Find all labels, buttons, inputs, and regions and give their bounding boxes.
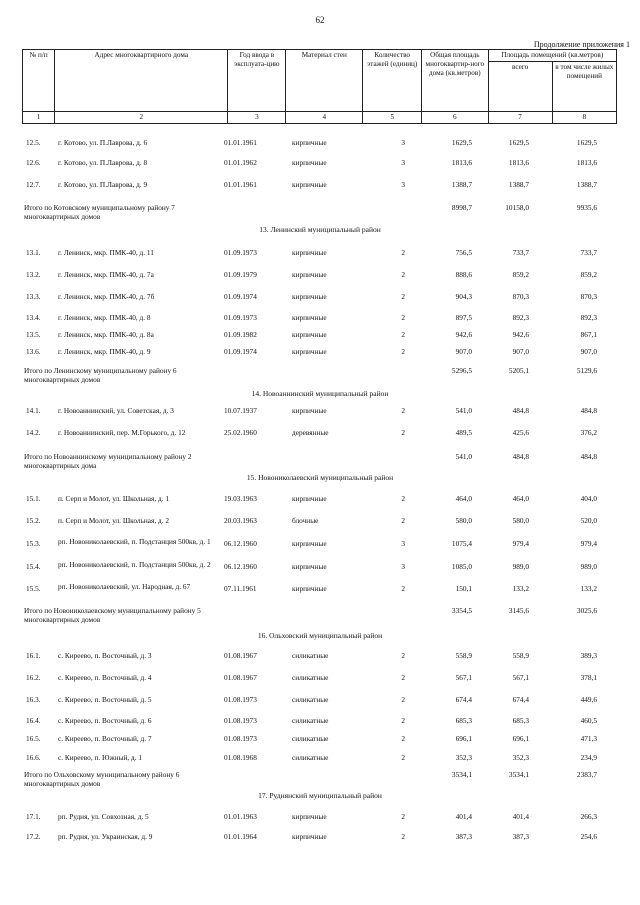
row-number: 17.2. <box>26 832 41 841</box>
row-number: 16.3. <box>26 695 41 704</box>
row-material: силикатные <box>292 734 329 743</box>
table-row <box>0 716 640 728</box>
row-material: силикатные <box>292 695 329 704</box>
total-living-area: 484,8 <box>580 452 597 461</box>
row-year: 01.09.1973 <box>224 248 257 257</box>
colnum-6: 6 <box>422 112 488 124</box>
total-area: 8998,7 <box>451 203 472 212</box>
row-total-area: 685,3 <box>455 716 472 725</box>
row-living-area: 266,3 <box>580 812 597 821</box>
table-row <box>0 734 640 746</box>
row-living-area: 1629,5 <box>576 138 597 147</box>
row-floors: 2 <box>401 494 405 503</box>
total-all-area: 5205,1 <box>508 366 529 375</box>
row-year: 01.09.1974 <box>224 292 257 301</box>
total-living-area: 9935,6 <box>576 203 597 212</box>
row-address: рп. Новониколаевский, ул. Народная, д. 67 <box>58 582 191 591</box>
total-row <box>0 366 640 384</box>
row-material: силикатные <box>292 673 329 682</box>
table-row <box>0 695 640 707</box>
row-total-area: 756,5 <box>455 248 472 257</box>
row-living-area: 733,7 <box>580 248 597 257</box>
header-year: Год ввода в эксплуата-цию <box>228 50 286 112</box>
table-row <box>0 812 640 824</box>
total-area: 5296,5 <box>451 366 472 375</box>
row-address: г. Ленинск, мкр. ПМК-40, д. 8 <box>58 313 151 322</box>
row-year: 06.12.1960 <box>224 562 257 571</box>
row-total-area: 541,0 <box>455 406 472 415</box>
row-address: г. Ленинск, мкр. ПМК-40, д. 11 <box>58 248 154 257</box>
total-area: 3354,5 <box>451 606 472 615</box>
colnum-7: 7 <box>488 112 552 124</box>
row-number: 16.5. <box>26 734 41 743</box>
row-address: г. Новоаннинский, пер. М.Горького, д. 12 <box>58 428 186 437</box>
row-living-area: 133,2 <box>580 584 597 593</box>
table-row <box>0 180 640 192</box>
row-material: деревянные <box>292 428 329 437</box>
row-all-area: 685,3 <box>512 716 529 725</box>
row-material: силикатные <box>292 716 329 725</box>
row-floors: 2 <box>401 347 405 356</box>
row-number: 15.5. <box>26 584 41 593</box>
row-total-area: 1629,5 <box>451 138 472 147</box>
table-row <box>0 248 640 260</box>
row-living-area: 449,6 <box>580 695 597 704</box>
row-year: 01.01.1961 <box>224 138 257 147</box>
row-floors: 3 <box>401 158 405 167</box>
row-address: с. Киреево, п. Восточный, д. 7 <box>58 734 152 743</box>
row-living-area: 471,3 <box>580 734 597 743</box>
row-living-area: 389,3 <box>580 651 597 660</box>
row-floors: 2 <box>401 406 405 415</box>
colnum-2: 2 <box>55 112 228 124</box>
row-year: 25.02.1960 <box>224 428 257 437</box>
row-number: 15.4. <box>26 562 41 571</box>
row-material: кирпичные <box>292 158 327 167</box>
row-all-area: 696,1 <box>512 734 529 743</box>
table-row <box>0 347 640 359</box>
row-total-area: 1085,0 <box>451 562 472 571</box>
row-number: 13.5. <box>26 330 41 339</box>
row-material: кирпичные <box>292 584 327 593</box>
total-area: 3534,1 <box>451 770 472 779</box>
row-total-area: 387,3 <box>455 832 472 841</box>
row-floors: 2 <box>401 812 405 821</box>
row-year: 20.03.1963 <box>224 516 257 525</box>
row-year: 01.08.1973 <box>224 695 257 704</box>
row-material: кирпичные <box>292 180 327 189</box>
table-row <box>0 651 640 663</box>
row-all-area: 567,1 <box>512 673 529 682</box>
row-number: 17.1. <box>26 812 41 821</box>
table-row <box>0 406 640 418</box>
row-address: рп. Рудня, ул. Совхозная, д. 5 <box>58 812 149 821</box>
row-all-area: 1629,5 <box>508 138 529 147</box>
row-living-area: 376,2 <box>580 428 597 437</box>
header-material: Материал стен <box>286 50 363 112</box>
total-area: 541,0 <box>455 452 472 461</box>
row-year: 01.09.1973 <box>224 313 257 322</box>
row-number: 13.3. <box>26 292 41 301</box>
colnum-5: 5 <box>363 112 422 124</box>
row-material: кирпичные <box>292 812 327 821</box>
header-address: Адрес многоквартирного дома <box>55 50 228 112</box>
header-premises-area: Площадь помещений (кв.метров) <box>488 50 617 62</box>
row-year: 01.08.1967 <box>224 651 257 660</box>
row-total-area: 464,0 <box>455 494 472 503</box>
row-number: 14.2. <box>26 428 41 437</box>
table-row <box>0 832 640 844</box>
row-year: 07.11.1961 <box>224 584 257 593</box>
row-living-area: 1388,7 <box>576 180 597 189</box>
row-year: 19.03.1963 <box>224 494 257 503</box>
total-row <box>0 452 640 470</box>
row-total-area: 674,4 <box>455 695 472 704</box>
total-label: Итого по Новониколаевскому муниципальному району 5 многоквартирных домов <box>24 606 201 624</box>
row-total-area: 904,3 <box>455 292 472 301</box>
row-number: 16.6. <box>26 753 41 762</box>
row-all-area: 870,3 <box>512 292 529 301</box>
table-row <box>0 673 640 685</box>
total-label: Итого по Ленинскому муниципальному району 6 многоквартирных домов <box>24 366 177 384</box>
row-living-area: 859,2 <box>580 270 597 279</box>
row-all-area: 352,3 <box>512 753 529 762</box>
row-material: кирпичные <box>292 562 327 571</box>
row-material: кирпичные <box>292 494 327 503</box>
row-address: с. Киреево, п. Южный, д. 1 <box>58 753 143 762</box>
row-address: с. Киреево, п. Восточный, д. 4 <box>58 673 152 682</box>
row-total-area: 558,9 <box>455 651 472 660</box>
row-address: г. Котово, ул. П.Лаврова, д. 9 <box>58 180 148 189</box>
table-row <box>0 270 640 282</box>
row-material: силикатные <box>292 753 329 762</box>
row-floors: 3 <box>401 138 405 147</box>
row-all-area: 892,3 <box>512 313 529 322</box>
colnum-8: 8 <box>552 112 616 124</box>
row-total-area: 567,1 <box>455 673 472 682</box>
table-row <box>0 494 640 506</box>
row-floors: 2 <box>401 651 405 660</box>
region-heading: 17. Руднянский муниципальный район <box>258 791 382 800</box>
colnum-1: 1 <box>23 112 55 124</box>
row-all-area: 464,0 <box>512 494 529 503</box>
row-living-area: 907,0 <box>580 347 597 356</box>
row-living-area: 404,0 <box>580 494 597 503</box>
row-address: с. Киреево, п. Восточный, д. 6 <box>58 716 152 725</box>
header-floors: Количество этажей (единиц) <box>363 50 422 112</box>
row-total-area: 696,1 <box>455 734 472 743</box>
row-floors: 3 <box>401 562 405 571</box>
row-living-area: 520,0 <box>580 516 597 525</box>
region-heading: 16. Ольховский муниципальный район <box>257 631 383 640</box>
row-address: рп. Рудня, ул. Украинская, д. 9 <box>58 832 153 841</box>
row-floors: 2 <box>401 716 405 725</box>
region-heading: 13. Ленинский муниципальный район <box>259 225 381 234</box>
row-year: 01.09.1979 <box>224 270 257 279</box>
row-floors: 2 <box>401 428 405 437</box>
row-all-area: 907,0 <box>512 347 529 356</box>
row-all-area: 580,0 <box>512 516 529 525</box>
row-address: г. Ленинск, мкр. ПМК-40, д. 8а <box>58 330 154 339</box>
row-material: кирпичные <box>292 406 327 415</box>
row-number: 12.6. <box>26 158 41 167</box>
row-address: г. Новоаннинский, ул. Советская, д. 3 <box>58 406 174 415</box>
row-address: п. Серп и Молот, ул. Школьная, д. 2 <box>58 516 170 525</box>
row-material: кирпичные <box>292 313 327 322</box>
total-label: Итого по Новоаннинскому муниципальному району 2 многоквартирных дома <box>24 452 192 470</box>
row-number: 15.3. <box>26 539 41 548</box>
colnum-3: 3 <box>228 112 286 124</box>
row-address: г. Котово, ул. П.Лаврова, д. 8 <box>58 158 148 167</box>
total-living-area: 3025,6 <box>576 606 597 615</box>
row-address: рп. Новониколаевский, п. Подстанция 500кв, д. 1 <box>58 537 211 546</box>
row-address: рп. Новониколаевский, п. Подстанция 500кв, д. 2 <box>58 560 211 569</box>
row-year: 01.01.1963 <box>224 812 257 821</box>
row-material: кирпичные <box>292 270 327 279</box>
total-all-area: 3534,1 <box>508 770 529 779</box>
row-number: 16.4. <box>26 716 41 725</box>
total-all-area: 10158,0 <box>505 203 529 212</box>
row-material: силикатные <box>292 651 329 660</box>
table-row <box>0 330 640 342</box>
row-number: 16.2. <box>26 673 41 682</box>
total-all-area: 3145,6 <box>508 606 529 615</box>
row-total-area: 1388,7 <box>451 180 472 189</box>
table-row <box>0 584 640 596</box>
region-heading: 14. Новоаннинский муниципальный район <box>251 389 389 398</box>
row-all-area: 942,6 <box>512 330 529 339</box>
row-all-area: 484,8 <box>512 406 529 415</box>
row-floors: 3 <box>401 180 405 189</box>
total-row <box>0 770 640 788</box>
row-all-area: 401,4 <box>512 812 529 821</box>
row-number: 15.2. <box>26 516 41 525</box>
row-floors: 3 <box>401 539 405 548</box>
row-year: 06.12.1960 <box>224 539 257 548</box>
row-floors: 2 <box>401 516 405 525</box>
row-living-area: 870,3 <box>580 292 597 301</box>
row-address: г. Котово, ул. П.Лаврова, д. 6 <box>58 138 148 147</box>
row-floors: 2 <box>401 753 405 762</box>
row-total-area: 897,5 <box>455 313 472 322</box>
row-floors: 2 <box>401 330 405 339</box>
table-row <box>0 562 640 574</box>
row-material: кирпичные <box>292 292 327 301</box>
row-number: 15.1. <box>26 494 41 503</box>
total-all-area: 484,8 <box>512 452 529 461</box>
row-all-area: 989,0 <box>512 562 529 571</box>
row-number: 14.1. <box>26 406 41 415</box>
row-living-area: 979,4 <box>580 539 597 548</box>
row-address: г. Ленинск, мкр. ПМК-40, д. 7б <box>58 292 155 301</box>
row-material: кирпичные <box>292 539 327 548</box>
row-living-area: 989,0 <box>580 562 597 571</box>
row-address: с. Киреево, п. Восточный, д. 5 <box>58 695 152 704</box>
header-total-area: Общая площадь многоквартир-ного дома (кв.метров) <box>422 50 488 112</box>
table-row <box>0 138 640 150</box>
header-num: № п/п <box>23 50 55 112</box>
row-all-area: 979,4 <box>512 539 529 548</box>
row-living-area: 254,6 <box>580 832 597 841</box>
row-living-area: 460,5 <box>580 716 597 725</box>
row-number: 12.5. <box>26 138 41 147</box>
row-floors: 2 <box>401 313 405 322</box>
row-living-area: 1813,6 <box>576 158 597 167</box>
row-number: 13.6. <box>26 347 41 356</box>
row-number: 13.2. <box>26 270 41 279</box>
row-all-area: 425,6 <box>512 428 529 437</box>
table-row <box>0 753 640 765</box>
region-heading: 15. Новониколаевский муниципальный район <box>246 473 394 482</box>
row-all-area: 133,2 <box>512 584 529 593</box>
total-label: Итого по Котовскому муниципальному району 7 многоквартирных домов <box>24 203 175 221</box>
row-total-area: 1075,4 <box>451 539 472 548</box>
total-living-area: 2383,7 <box>576 770 597 779</box>
continuation-note: Продолжение приложения 1 <box>533 40 630 49</box>
row-all-area: 387,3 <box>512 832 529 841</box>
row-number: 16.1. <box>26 651 41 660</box>
total-living-area: 5129,6 <box>576 366 597 375</box>
row-living-area: 867,1 <box>580 330 597 339</box>
row-address: г. Ленинск, мкр. ПМК-40, д. 7а <box>58 270 154 279</box>
row-living-area: 892,3 <box>580 313 597 322</box>
row-total-area: 489,5 <box>455 428 472 437</box>
row-floors: 2 <box>401 584 405 593</box>
row-material: кирпичные <box>292 832 327 841</box>
row-all-area: 1813,6 <box>508 158 529 167</box>
total-label: Итого по Ольховскому муниципальному району 6 многоквартирных домов <box>24 770 180 788</box>
table-row <box>0 516 640 528</box>
row-number: 13.4. <box>26 313 41 322</box>
row-address: г. Ленинск, мкр. ПМК-40, д. 9 <box>58 347 151 356</box>
row-floors: 2 <box>401 673 405 682</box>
row-year: 01.08.1967 <box>224 673 257 682</box>
row-floors: 2 <box>401 270 405 279</box>
row-year: 10.07.1937 <box>224 406 257 415</box>
row-address: с. Киреево, п. Восточный, д. 3 <box>58 651 152 660</box>
row-floors: 2 <box>401 734 405 743</box>
row-material: кирпичные <box>292 138 327 147</box>
row-total-area: 352,3 <box>455 753 472 762</box>
row-floors: 2 <box>401 695 405 704</box>
row-floors: 2 <box>401 292 405 301</box>
row-address: п. Серп и Молот, ул. Школьная, д. 1 <box>58 494 170 503</box>
table-row <box>0 292 640 304</box>
row-year: 01.01.1962 <box>224 158 257 167</box>
header-all: всего <box>488 62 552 112</box>
row-total-area: 1813,6 <box>451 158 472 167</box>
colnum-4: 4 <box>286 112 363 124</box>
table-row <box>0 158 640 170</box>
row-floors: 2 <box>401 248 405 257</box>
total-row <box>0 203 640 221</box>
row-total-area: 907,0 <box>455 347 472 356</box>
row-total-area: 150,1 <box>455 584 472 593</box>
row-all-area: 674,4 <box>512 695 529 704</box>
row-year: 01.01.1961 <box>224 180 257 189</box>
row-all-area: 1388,7 <box>508 180 529 189</box>
row-all-area: 859,2 <box>512 270 529 279</box>
row-material: кирпичные <box>292 248 327 257</box>
row-living-area: 378,1 <box>580 673 597 682</box>
row-all-area: 733,7 <box>512 248 529 257</box>
table-row <box>0 428 640 440</box>
row-total-area: 580,0 <box>455 516 472 525</box>
row-material: кирпичные <box>292 347 327 356</box>
table-row <box>0 313 640 325</box>
header-living: в том числе жилых помещений <box>552 62 616 112</box>
row-total-area: 942,6 <box>455 330 472 339</box>
row-number: 13.1. <box>26 248 41 257</box>
row-floors: 2 <box>401 832 405 841</box>
row-year: 01.08.1973 <box>224 716 257 725</box>
row-year: 01.09.1982 <box>224 330 257 339</box>
row-all-area: 558,9 <box>512 651 529 660</box>
row-number: 12.7. <box>26 180 41 189</box>
row-material: блочные <box>292 516 319 525</box>
row-total-area: 401,4 <box>455 812 472 821</box>
row-living-area: 484,8 <box>580 406 597 415</box>
row-living-area: 234,9 <box>580 753 597 762</box>
row-year: 01.09.1974 <box>224 347 257 356</box>
row-year: 01.01.1964 <box>224 832 257 841</box>
row-year: 01.08.1968 <box>224 753 257 762</box>
row-year: 01.08.1973 <box>224 734 257 743</box>
table-row <box>0 539 640 551</box>
page-number: 62 <box>315 15 325 25</box>
row-total-area: 888,6 <box>455 270 472 279</box>
total-row <box>0 606 640 624</box>
row-material: кирпичные <box>292 330 327 339</box>
